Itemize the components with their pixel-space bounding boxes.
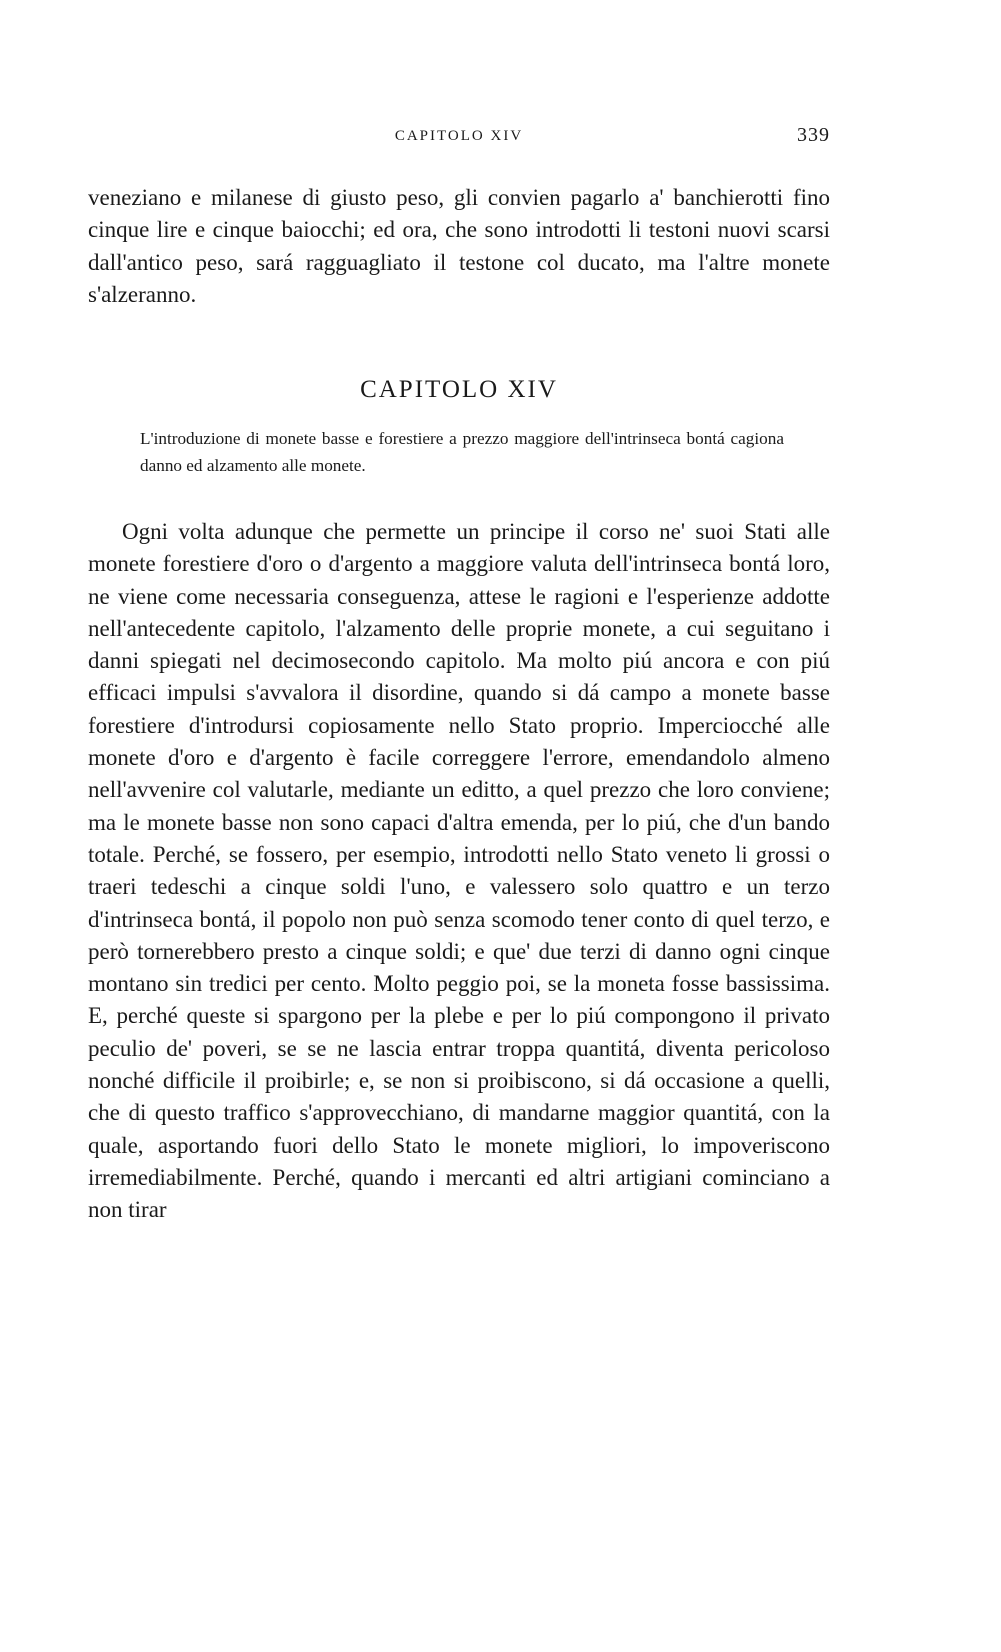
- running-title: CAPITOLO XIV: [394, 128, 524, 144]
- continuation-paragraph: veneziano e milanese di giusto peso, gli convien pagarlo a' banchierotti fino cinque lire e cinque baiocchi; ed ora, che sono introdotti li testoni nuovi scarsi dall'antico peso, sará ragguagliato il testone col ducato, ma l'altre monete s'alzeranno.: [88, 185, 830, 307]
- chapter-title: CAPITOLO XIV: [360, 376, 558, 403]
- main-paragraph: Ogni volta adunque che permette un principe il corso ne' suoi Stati alle monete forestiere d'oro o d'argento a maggiore valuta dell'intrinseca bontá loro, ne viene come necessaria conseguenza, attese le ragioni e l'esperienze addotte nell'antecedente capitolo, l'alzamento delle proprie monete, a cui seguitano i danni spiegati nel decimosecondo capitolo. Ma molto piú ancora e con piú efficaci impulsi s'avvalora il disordine, quando si dá campo a monete basse forestiere d'introdursi copiosamente nello Stato proprio. Imperciocché alle monete d'oro e d'argento è facile correggere l'errore, emendandolo almeno nell'avvenire col valutarle, mediante un editto, a quel prezzo che loro conviene; ma le monete basse non sono capaci d'altra emenda, per lo piú, che d'un bando totale. Perché, se fossero, per esempio, introdotti nello Stato veneto li grossi o traeri tedeschi a cinque soldi l'uno, e valessero solo quattro e un terzo d'intrinseca bontá, il popolo non può senza scomodo tener conto di quel terzo, e però tornerebbero presto a cinque soldi; e que' due terzi di danno ogni cinque montano sin tredici per cento. Molto peggio poi, se la moneta fosse bassissima. E, perché queste si spargono per la plebe e per lo piú compongono il privato peculio de' poveri, se se ne lascia entrar troppa quantitá, diventa pericoloso nonché difficile il proibirle; e, se non si proibiscono, si dá occasione a quelli, che di questo traffico s'approvecchiano, di mandarne maggior quantitá, con la quale, asportando fuori dello Stato le monete migliori, lo impoveriscono irremediabilmente. Perché, quando i mercanti ed altri artigiani cominciano a non tirar: [88, 519, 830, 1223]
- running-head: [88, 124, 830, 154]
- page-number: 339: [797, 124, 830, 146]
- chapter-summary: L'introduzione di monete basse e forestiere a prezzo maggiore dell'intrinseca bontá cagiona danno ed alzamento alle monete.: [140, 429, 784, 475]
